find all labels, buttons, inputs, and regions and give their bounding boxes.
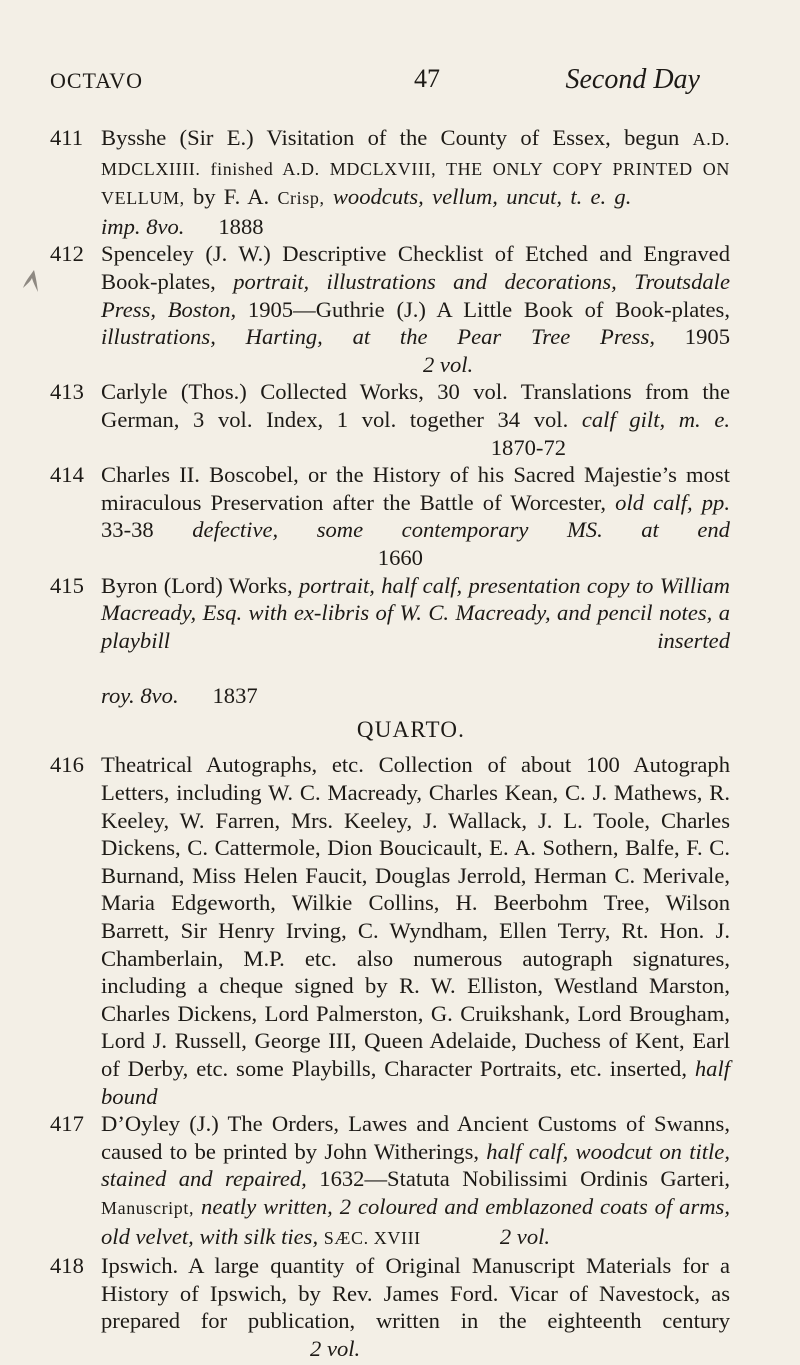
lot-entry	[50, 1252, 730, 1362]
text-run: Theatrical Autographs, etc. Collection of about 100 Autograph Letters, including W. C. Macready, Charles Kean, C. J. Mathews, R. Keeley, W. Farren, Mrs. Keeley, J. Wallack, J. L. Toole, Charles Dickens, C. Cattermole, Dion Boucicault, E. A. Sothern, Balfe, F. C. Burnand, Miss Helen Faucit, Douglas Jerrold, Herman C. Merivale, Maria Edgeworth, Wilkie Collins, H. Beerbohm Tree, Wilson Barrett, Sir Henry Irving, C. Wyndham, Ellen Terry, Rt. Hon. J. Chamberlain, M.P. etc. also numerous autograph signatures, including a cheque signed by R. W. Elliston, Westland Marston, Charles Dickens, Lord Palmerston, G. Cruikshank, Lord Brougham, Lord J. Russell, George III, Queen Adelaide, Duchess of Kent, Earl of Derby, etc. some Playbills, Character Portraits, etc. inserted,	[101, 752, 730, 1081]
lot-number: 411	[50, 125, 84, 150]
text-run: 1660	[101, 544, 423, 570]
text-run: Carlyle (Thos.) Collected Works, 30 vol. Translations from the German, 3 vol. Index, 1 vol. together 34 vol.	[101, 379, 730, 432]
running-head-day: Second Day	[565, 64, 700, 95]
text-run	[194, 1194, 201, 1219]
lot-description	[101, 1110, 730, 1252]
lot-entry	[50, 751, 730, 1110]
italic-text: 2 vol.	[310, 1335, 361, 1361]
italic-text: 2 vol.	[422, 351, 474, 377]
lot-description	[101, 572, 730, 710]
small-caps-text: SÆC. XVIII	[323, 1227, 421, 1248]
text-run: by F. A.	[184, 184, 278, 210]
catalogue-entries	[50, 124, 730, 1363]
italic-text: roy. 8vo.	[101, 682, 179, 708]
octavo-entries	[50, 124, 730, 709]
small-caps-text: Manuscript,	[101, 1197, 195, 1218]
text-run: 1905	[101, 324, 730, 377]
lot-description	[101, 1252, 730, 1362]
italic-text: old calf, pp.	[615, 489, 730, 515]
italic-text: defective, some contemporary MS. at end	[192, 517, 730, 543]
italic-text: portrait, illustrations and decorations, Troutsdale Press, Boston,	[101, 268, 730, 322]
text-run: Byron (Lord) Works,	[101, 572, 299, 598]
italic-text: portrait, half calf, presentation copy to William Macready, Esq. with ex-libris of W. C. Macready, and pencil notes, a playbill inserted	[101, 572, 730, 653]
text-run: 1905—Guthrie (J.) A Little Book of Book-plates,	[236, 296, 731, 322]
italic-text: half calf, woodcut on title, stained and repaired,	[101, 1138, 730, 1192]
lot-entry	[50, 378, 730, 461]
lot-description	[101, 461, 730, 571]
italic-text: illustrations, Harting, at the Pear Tree Press,	[101, 324, 656, 350]
text-run	[421, 1224, 500, 1249]
lot-description	[101, 378, 730, 461]
lot-number: 413	[50, 379, 84, 405]
text-run: 1888	[184, 213, 264, 239]
text-run: 1837	[178, 682, 258, 708]
lot-number: 414	[50, 462, 84, 488]
lot-number: 418	[50, 1253, 84, 1279]
running-head	[50, 62, 700, 98]
margin-mark	[20, 268, 42, 296]
text-run: D’Oyley (J.) The Orders, Lawes and Ancient Customs of Swanns, caused to be printed by John Witherings,	[101, 1111, 730, 1164]
lot-entry	[50, 461, 730, 571]
text-run: 33-38	[101, 517, 193, 543]
italic-text: imp. 8vo.	[101, 213, 185, 239]
italic-text: half bound	[101, 1056, 730, 1109]
lot-number: 415	[50, 572, 84, 598]
small-caps-text: Crisp,	[277, 188, 325, 209]
italic-text: calf gilt, m. e.	[581, 406, 730, 432]
text-run: 1632—Statuta Nobilissimi Ordinis Garteri,	[306, 1166, 730, 1192]
lot-description	[101, 240, 730, 378]
small-caps-text: A.D. MDCLXIIII. finished A.D. MDCLXVIII,	[101, 129, 730, 179]
text-run: 1870-72	[101, 434, 567, 460]
lot-entry	[50, 1110, 730, 1252]
text-run: Charles II. Boscobel, or the History of his Sacred Majestie’s most miraculous Preservation after the Battle of Worcester,	[101, 462, 730, 515]
text-run	[325, 184, 333, 209]
text-run: Ipswich. A large quantity of Original Manuscript Materials for a History of Ipswich, by Rev. James Ford. Vicar of Navestock, as prepared for publication, written in the eighteenth century	[101, 1253, 730, 1361]
page-number: 47	[414, 64, 440, 93]
lot-description	[101, 751, 730, 1110]
quarto-entries	[50, 751, 730, 1362]
italic-text: woodcuts, vellum, uncut, t. e. g.	[332, 184, 632, 210]
section-heading-quarto: QUARTO.	[356, 717, 466, 743]
italic-text: 2 vol.	[499, 1223, 551, 1249]
lot-entry	[50, 572, 730, 710]
text-run: Bysshe (Sir E.) Visitation of the County of Essex, begun	[101, 125, 693, 150]
text-run	[101, 655, 734, 680]
italic-text: neatly written, 2 coloured and emblazoned coats of arms, old velvet, with silk ties,	[101, 1193, 731, 1249]
lot-entry	[50, 124, 730, 240]
running-head-format: OCTAVO	[50, 68, 144, 93]
lot-entry	[50, 240, 730, 378]
lot-number: 412	[50, 241, 84, 267]
text-run	[631, 184, 730, 209]
text-run: Spenceley (J. W.) Descriptive Checklist of Etched and Engraved Book-plates,	[101, 241, 730, 294]
lot-number: 417	[50, 1111, 84, 1137]
small-caps-text: THE ONLY COPY PRINTED ON VELLUM,	[101, 158, 730, 209]
lot-description	[101, 124, 730, 240]
lot-number: 416	[50, 752, 84, 778]
